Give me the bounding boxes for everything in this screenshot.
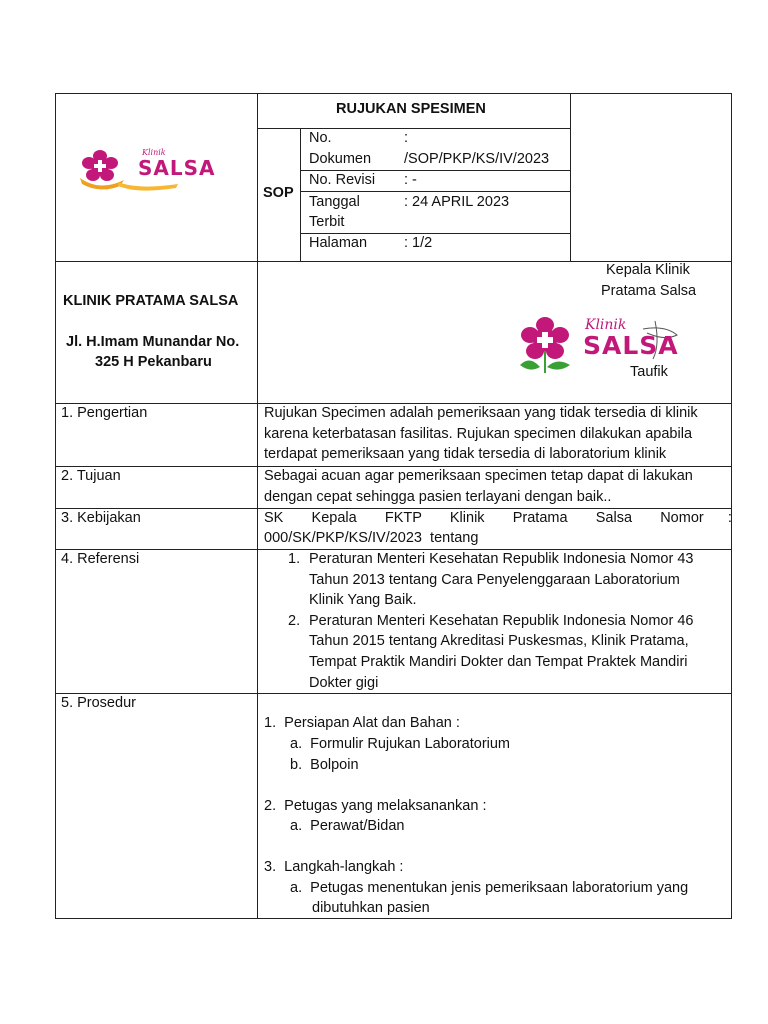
tujuan-line-2: dengan cepat sehingga pasien terlayani dengan baik.. <box>264 489 612 505</box>
signature-title-line2: Pratama Salsa <box>601 283 697 299</box>
doc-no-colon: : <box>404 130 409 146</box>
referensi-item-2-num: 2. <box>288 613 301 629</box>
doc-no-value: /SOP/PKP/KS/IV/2023 <box>404 151 550 167</box>
clinic-name: KLINIK PRATAMA SALSA <box>63 293 239 309</box>
referensi-item-1-line-1: Peraturan Menteri Kesehatan Republik Indonesia Nomor 43 <box>309 551 694 567</box>
document-title: RUJUKAN SPESIMEN <box>336 101 486 117</box>
tanggal-value: : 24 APRIL 2023 <box>404 194 510 210</box>
revisi-value: : - <box>404 172 417 188</box>
prosedur-step-1: 1. Persiapan Alat dan Bahan : <box>264 715 460 731</box>
prosedur-step-2: 2. Petugas yang melaksanankan : <box>264 798 487 814</box>
referensi-item-2-line-4: Dokter gigi <box>309 675 379 691</box>
table-border-right <box>731 93 732 919</box>
doc-no-label-1: No. <box>309 130 332 146</box>
tanggal-label-1: Tanggal <box>309 194 360 210</box>
pengertian-line-3: terdapat pemeriksaan yang tidak tersedia di laboratorium klinik <box>264 446 667 462</box>
revisi-label: No. Revisi <box>309 172 376 188</box>
halaman-value: : 1/2 <box>404 235 433 251</box>
kebijakan-label: 3. Kebijakan <box>61 510 141 526</box>
signature-name: Taufik <box>630 364 668 380</box>
pengertian-line-1: Rujukan Specimen adalah pemeriksaan yang tidak tersedia di klinik <box>264 405 698 421</box>
prosedur-step-3a-line-2: dibutuhkan pasien <box>312 900 430 916</box>
sop-label: SOP <box>263 185 294 201</box>
divider-referensi-bottom <box>55 693 732 694</box>
referensi-label: 4. Referensi <box>61 551 140 567</box>
tujuan-line-1: Sebagai acuan agar pemeriksaan specimen tetap dapat di lakukan <box>264 468 693 484</box>
tanggal-label-2: Terbit <box>309 214 345 230</box>
referensi-item-1-line-3: Klinik Yang Baik. <box>309 592 417 608</box>
referensi-item-2-line-3: Tempat Praktik Mandiri Dokter dan Tempat Praktek Mandiri <box>309 654 688 670</box>
clinic-address-line2: 325 H Pekanbaru <box>95 354 212 370</box>
kebijakan-line-1: SK Kepala FKTP Klinik Pratama Salsa Nomor : <box>264 510 732 526</box>
table-border-left <box>55 93 56 919</box>
prosedur-label: 5. Prosedur <box>61 695 136 711</box>
prosedur-step-1b: b. Bolpoin <box>290 757 359 773</box>
referensi-item-1-line-2: Tahun 2013 tentang Cara Penyelenggaraan Laboratorium <box>309 572 680 588</box>
logo-brand-text: SALSA <box>138 156 216 180</box>
halaman-label: Halaman <box>309 235 368 251</box>
signature-title-line1: Kepala Klinik <box>606 262 690 278</box>
clinic-address-line1: Jl. H.Imam Munandar No. <box>66 334 240 350</box>
divider-logo-col <box>257 93 258 919</box>
prosedur-step-3a-line-1: a. Petugas menentukan jenis pemeriksaan laboratorium yang <box>290 880 689 896</box>
kebijakan-line-2: 000/SK/PKP/KS/IV/2023 tentang <box>264 530 479 546</box>
tujuan-label: 2. Tujuan <box>61 468 121 484</box>
stamp-logo-small-text: Klinik <box>585 317 627 333</box>
pengertian-label: 1. Pengertian <box>61 405 148 421</box>
pengertian-line-2: karena keterbatasan fasilitas. Rujukan specimen dilakukan apabila <box>264 426 693 442</box>
divider-header-right <box>570 93 571 261</box>
clinic-logo-header <box>78 148 228 193</box>
referensi-item-2-line-1: Peraturan Menteri Kesehatan Republik Indonesia Nomor 46 <box>309 613 694 629</box>
divider-sop-col <box>300 128 301 261</box>
prosedur-step-1a: a. Formulir Rujukan Laboratorium <box>290 736 511 752</box>
stamp-logo-brand-text: SALSA <box>583 331 679 360</box>
prosedur-step-3: 3. Langkah-langkah : <box>264 859 404 875</box>
referensi-item-2-line-2: Tahun 2015 tentang Akreditasi Puskesmas, Klinik Pratama, <box>309 633 689 649</box>
logo-small-text: Klinik <box>142 148 166 157</box>
referensi-item-1-num: 1. <box>288 551 301 567</box>
divider-title-bottom <box>257 128 571 129</box>
doc-no-label-2: Dokumen <box>309 151 372 167</box>
prosedur-step-2a: a. Perawat/Bidan <box>290 818 405 834</box>
table-border-top <box>55 93 732 94</box>
